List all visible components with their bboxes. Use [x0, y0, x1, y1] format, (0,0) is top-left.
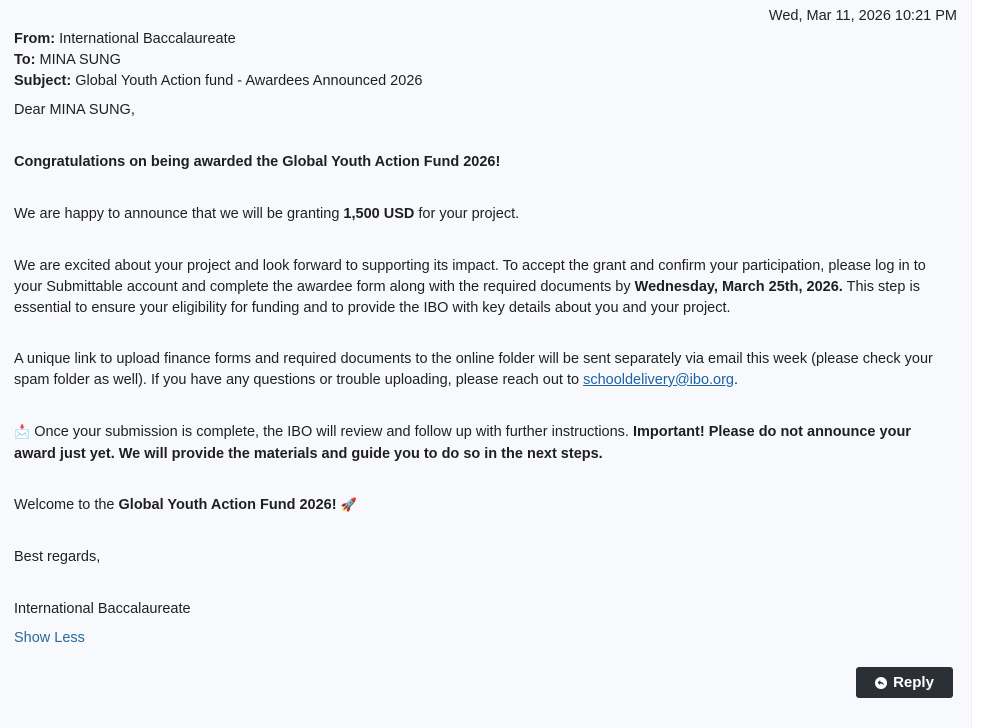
- grant-amount: 1,500 USD: [343, 206, 415, 222]
- to-line: [14, 50, 422, 71]
- email-link[interactable]: schooldelivery@ibo.org: [583, 371, 734, 388]
- welcome-text: Welcome to the: [14, 497, 119, 513]
- welcome-paragraph: [14, 495, 357, 517]
- to-value: MINA SUNG: [39, 51, 121, 68]
- congrats-heading: Congratulations on being awarded the Global Youth Action Fund 2026!: [14, 154, 501, 170]
- important-paragraph: [14, 422, 949, 465]
- subject-label: Subject:: [14, 72, 72, 89]
- subject-line: [14, 71, 422, 92]
- envelope-icon: 📩: [14, 425, 31, 440]
- accept-text-end: This step is essential to ensure your eligibility for funding and to provide the IBO with key details about you and your project.: [14, 278, 920, 316]
- accept-text: We are excited about your project and look forward to supporting its impact. To accept the grant and confirm your participation, please log in to your Submittable account and complete the awardee form along with the required documents by: [14, 258, 926, 295]
- grant-text-end: for your project.: [414, 206, 520, 222]
- reply-icon: [875, 677, 887, 689]
- from-line: [14, 29, 422, 50]
- rocket-icon: 🚀: [336, 498, 357, 513]
- show-less-link[interactable]: Show Less: [14, 630, 85, 646]
- welcome-fund: Global Youth Action Fund 2026!: [118, 497, 337, 513]
- regards: Best regards,: [14, 549, 101, 565]
- email-headers: [14, 29, 422, 91]
- from-value: International Baccalaureate: [59, 31, 236, 47]
- important-text: Once your submission is complete, the IBO will review and follow up with further instructions.: [30, 424, 633, 440]
- reply-button[interactable]: [856, 667, 953, 698]
- accept-deadline: Wednesday, March 25th, 2026.: [634, 278, 843, 295]
- grant-paragraph: [14, 204, 519, 225]
- reply-label: Reply: [893, 674, 934, 691]
- upload-text-end: .: [734, 371, 739, 388]
- upload-paragraph: [14, 349, 949, 391]
- subject-value: Global Youth Action fund - Awardees Announced 2026: [75, 72, 423, 89]
- from-label: From:: [14, 31, 56, 47]
- email-date: Wed, Mar 11, 2026 10:21 PM: [768, 8, 957, 24]
- upload-text: A unique link to upload finance forms and required documents to the online folder will be sent separately via email this week (please check your spam folder as well). If you have any questions or trouble uploading, please reach out to: [14, 351, 933, 388]
- signature: International Baccalaureate: [14, 601, 191, 617]
- grant-text: We are happy to announce that we will be granting: [14, 206, 344, 222]
- greeting: Dear MINA SUNG,: [14, 102, 135, 118]
- accept-paragraph: [14, 256, 949, 318]
- important-notice: Important! Please do not announce your award just yet. We will provide the materials and guide you to do so in the next steps.: [14, 424, 911, 462]
- to-label: To:: [14, 51, 36, 68]
